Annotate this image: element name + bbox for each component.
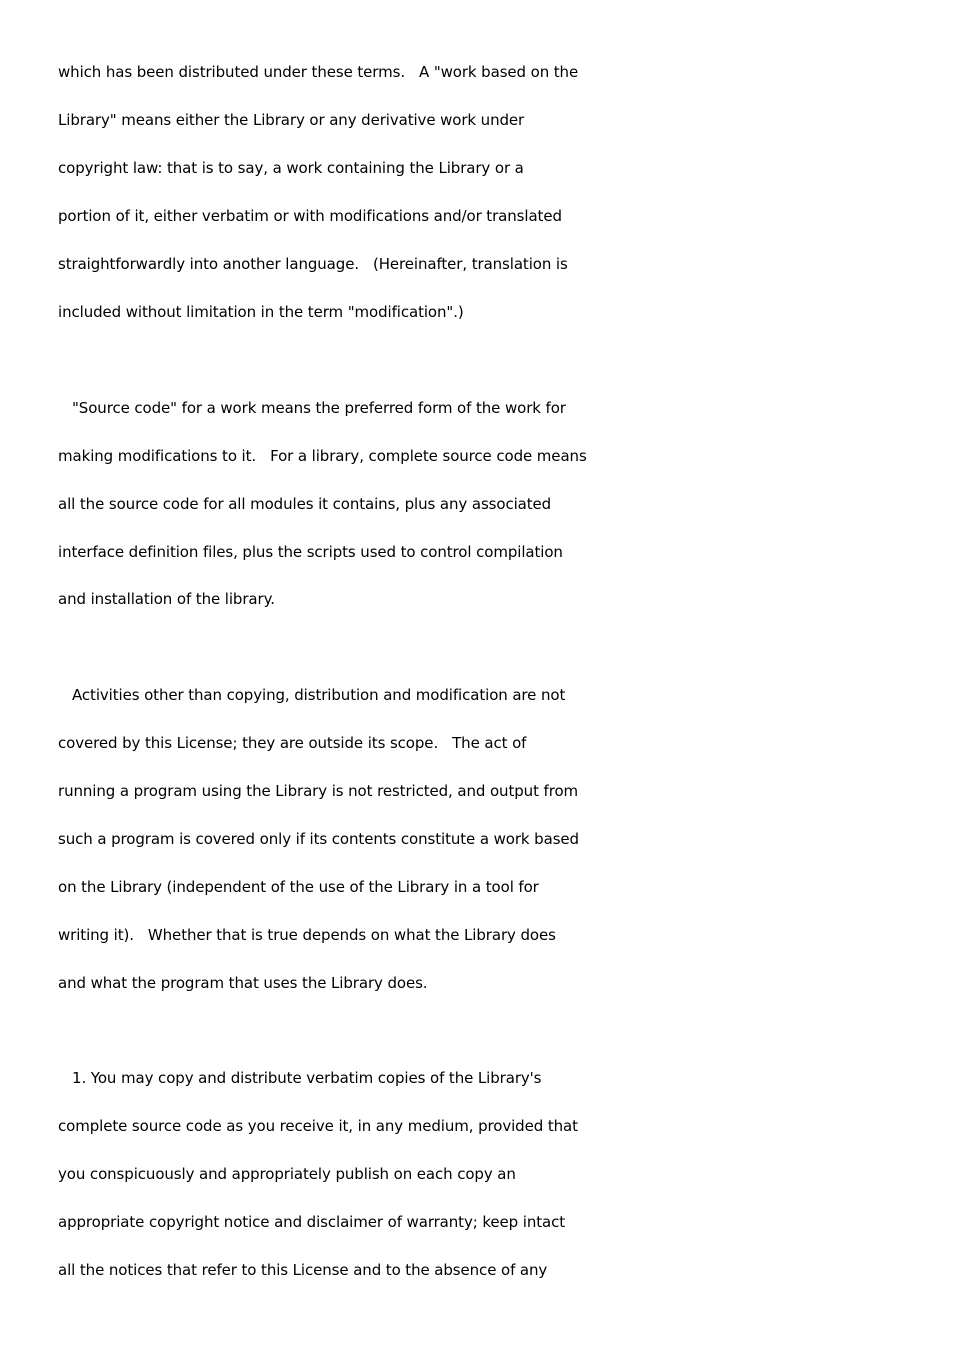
paragraph-first-line: "Source code" for a work means the preferred form of the work for — [58, 399, 566, 417]
text-line: making modifications to it. For a library, complete source code means — [58, 447, 587, 465]
text-line: and installation of the library. — [58, 590, 275, 608]
text-line: writing it). Whether that is true depends on what the Library does — [58, 926, 556, 944]
text-line: and what the program that uses the Library does. — [58, 974, 428, 992]
text-line: running a program using the Library is not restricted, and output from — [58, 782, 579, 800]
text-line: included without limitation in the term "modification".) — [58, 303, 464, 321]
paragraph-first-line: Activities other than copying, distribution and modification are not — [58, 686, 566, 704]
text-line: you conspicuously and appropriately publish on each copy an — [58, 1165, 516, 1183]
text-line: copyright law: that is to say, a work containing the Library or a — [58, 159, 524, 177]
text-line: all the notices that refer to this License and to the absence of any — [58, 1261, 548, 1279]
text-line: appropriate copyright notice and disclaimer of warranty; keep intact — [58, 1213, 566, 1231]
text-line: on the Library (independent of the use of the Library in a tool for — [58, 878, 539, 896]
text-line: all the source code for all modules it contains, plus any associated — [58, 495, 552, 513]
text-line: such a program is covered only if its contents constitute a work based — [58, 830, 579, 848]
text-line: portion of it, either verbatim or with modifications and/or translated — [58, 207, 562, 225]
text-line: complete source code as you receive it, in any medium, provided that — [58, 1117, 578, 1135]
text-line: straightforwardly into another language. (Hereinafter, translation is — [58, 255, 568, 273]
text-line: covered by this License; they are outside its scope. The act of — [58, 734, 527, 752]
paragraph-first-line: 1. You may copy and distribute verbatim copies of the Library's — [58, 1069, 542, 1087]
text-line: interface definition files, plus the scripts used to control compilation — [58, 543, 563, 561]
text-line: which has been distributed under these terms. A "work based on the — [58, 63, 579, 81]
text-line: Library" means either the Library or any derivative work under — [58, 111, 525, 129]
